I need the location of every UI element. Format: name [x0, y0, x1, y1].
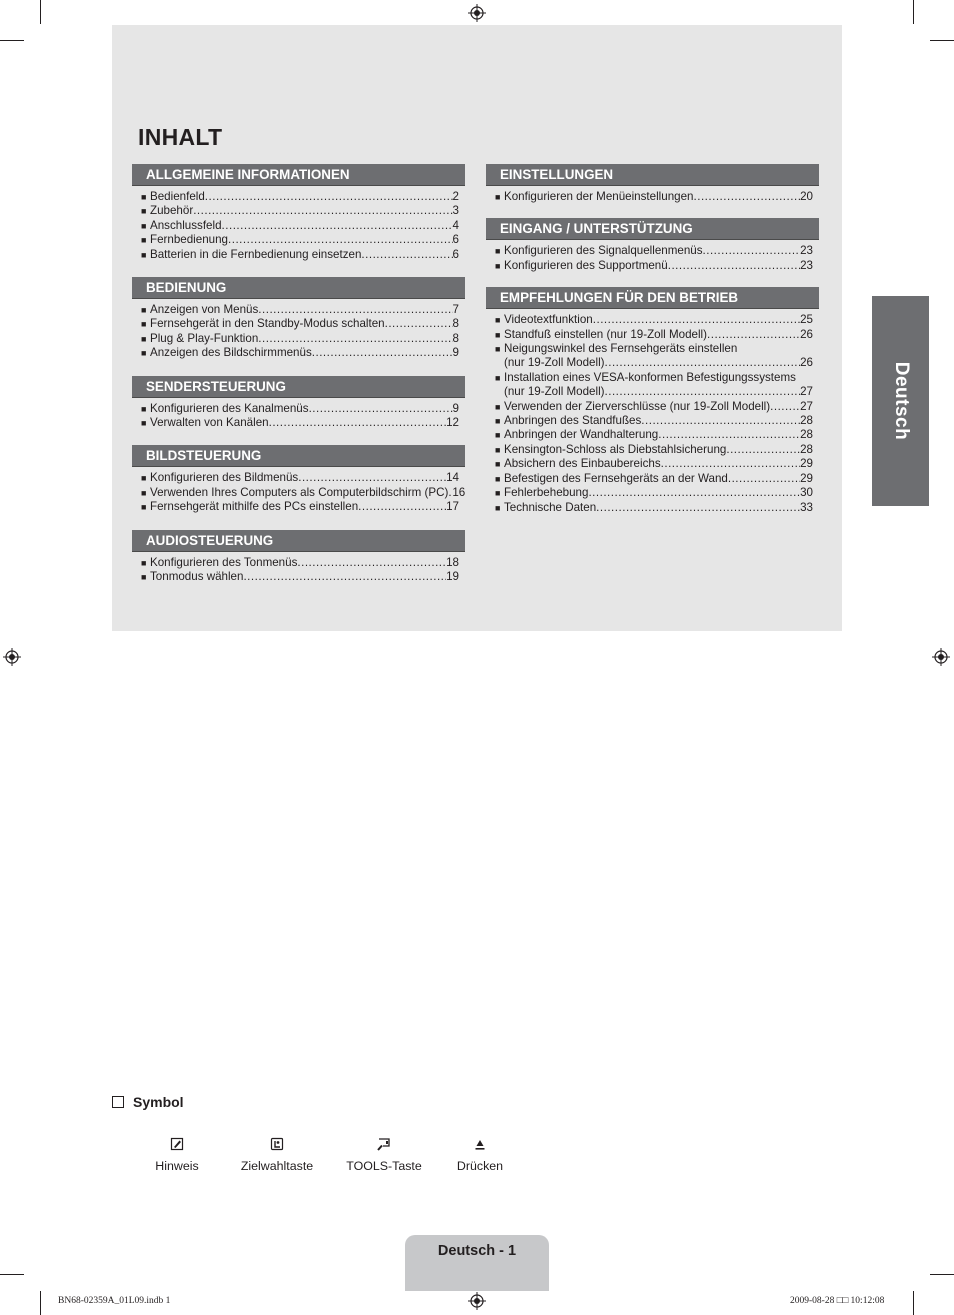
- toc-entry-page: 6: [452, 247, 459, 261]
- dot-leader: [588, 486, 800, 500]
- dot-leader: [258, 332, 452, 346]
- toc-entry-page: 2: [452, 190, 459, 203]
- square-bullet-icon: ■: [141, 333, 147, 344]
- toc-entry-page: 28: [800, 414, 813, 428]
- file-slug: BN68-02359A_01L09.indb 1: [58, 1296, 171, 1306]
- toc-entry-page: 29: [800, 471, 813, 485]
- toc-entry-title: Plug & Play-Funktion: [150, 331, 259, 345]
- symbol-tools: [342, 1134, 426, 1173]
- toc-entry-title: Konfigurieren des Supportmenü: [504, 258, 668, 272]
- dot-leader: [694, 190, 801, 204]
- crop-mark: [930, 1274, 954, 1275]
- crop-mark: [40, 0, 41, 24]
- toc-items: [486, 186, 819, 204]
- toc-entry-title: Verwalten von Kanälen: [150, 416, 269, 430]
- toc-entry-page: 7: [452, 303, 459, 317]
- toc-entry-page: 23: [800, 258, 813, 272]
- language-tab-label: Deutsch: [890, 361, 912, 441]
- toc-section: [486, 164, 819, 204]
- toc-entry[interactable]: [495, 400, 813, 414]
- toc-entry[interactable]: [495, 313, 813, 327]
- dot-leader: [269, 416, 446, 430]
- square-bullet-icon: ■: [141, 557, 147, 568]
- toc-entry-title: Verwenden Ihres Computers als Computerbildschirm (PC): [150, 485, 449, 499]
- toc-entry-title: Konfigurieren des Tonmenüs: [150, 555, 298, 569]
- toc-entry[interactable]: [495, 472, 813, 486]
- square-bullet-icon: ■: [141, 487, 147, 498]
- toc-entry-page: 6: [452, 233, 459, 247]
- square-bullet-icon: ■: [141, 319, 147, 330]
- toc-entry-page: 29: [800, 457, 813, 471]
- crop-mark: [913, 0, 914, 24]
- toc-section: [486, 287, 819, 515]
- toc-entry-page: 18: [446, 555, 459, 569]
- toc-entry[interactable]: [141, 556, 459, 570]
- dot-leader: [641, 414, 800, 428]
- dot-leader: [728, 472, 800, 486]
- toc-entry-title: Konfigurieren des Bildmenüs: [150, 471, 299, 485]
- toc-section: [486, 218, 819, 273]
- toc-items: [486, 309, 819, 515]
- toc-entry-title: Anzeigen des Bildschirmmenüs: [150, 346, 312, 360]
- dot-leader: [297, 556, 446, 570]
- language-tab: [872, 296, 929, 506]
- square-bullet-icon: ■: [141, 572, 147, 583]
- toc-entry-title: Befestigen des Fernsehgeräts an der Wand: [504, 471, 728, 485]
- toc-entry-title: Neigungswinkel des Fernsehgeräts einstellen: [504, 342, 738, 356]
- section-heading: ALLGEMEINE INFORMATIONEN: [132, 164, 465, 186]
- square-bullet-icon: ■: [495, 246, 501, 257]
- toc-entry-page: 19: [446, 570, 459, 584]
- toc-entry[interactable]: [495, 371, 813, 400]
- toc-entry-page: 30: [800, 486, 813, 500]
- square-bullet-icon: ■: [495, 473, 501, 484]
- square-bullet-icon: ■: [495, 344, 501, 355]
- toc-entry[interactable]: [495, 244, 813, 258]
- toc-entry-page: 16: [452, 485, 466, 499]
- toc-entry-title: Fernbedienung: [150, 233, 228, 247]
- toc-entry-page: 27: [800, 385, 813, 399]
- toc-entry-page: 17: [446, 500, 459, 514]
- toc-entry[interactable]: [141, 190, 459, 204]
- section-heading: EMPFEHLUNGEN FÜR DEN BETRIEB: [486, 287, 819, 309]
- crop-mark: [0, 40, 24, 41]
- toc-entry[interactable]: [141, 416, 459, 430]
- crop-mark: [40, 1291, 41, 1315]
- square-bullet-icon: ■: [141, 249, 147, 260]
- dot-leader: [605, 356, 801, 370]
- symbol-label: Drücken: [456, 1159, 504, 1173]
- dot-leader: [703, 244, 801, 258]
- dot-leader: [358, 500, 446, 514]
- toc-entry-title: Bedienfeld: [150, 190, 205, 203]
- toc-entry-title: Videotextfunktion: [504, 313, 593, 327]
- toc-entry-title: Anbringen des Standfußes: [504, 414, 642, 428]
- toc-entry[interactable]: [495, 501, 813, 515]
- toc-entry[interactable]: [495, 190, 813, 204]
- toc-entry-title: Anschlussfeld: [150, 218, 222, 232]
- toc-entry-page: 28: [800, 428, 813, 442]
- dot-leader: [222, 219, 453, 233]
- symbol-note: [146, 1134, 208, 1173]
- toc-entry-title: Fernsehgerät in den Standby-Modus schalten: [150, 317, 385, 331]
- toc-entry-title: Zubehör: [150, 204, 194, 218]
- square-bullet-icon: ■: [141, 192, 147, 202]
- square-bullet-icon: ■: [495, 416, 501, 427]
- toc-items: [132, 398, 465, 431]
- toc-entry-title: Standfuß einstellen (nur 19-Zoll Modell): [504, 327, 707, 341]
- toc-entry-page: 3: [452, 204, 459, 218]
- registration-mark-icon: [468, 4, 486, 22]
- dot-leader: [243, 570, 446, 584]
- dot-leader: [309, 402, 453, 416]
- square-bullet-icon: ■: [495, 315, 501, 326]
- date-slug: 2009-08-28 □□ 10:12:08: [790, 1296, 885, 1306]
- toc-entry-title: Anbringen der Wandhalterung: [504, 428, 659, 442]
- square-bullet-icon: ■: [495, 488, 501, 499]
- toc-entry-title: Kensington-Schloss als Diebstahlsicherung: [504, 442, 727, 456]
- toc-items: [132, 299, 465, 361]
- square-bullet-icon: ■: [141, 403, 147, 414]
- toc-entry-title: (nur 19-Zoll Modell): [504, 356, 605, 370]
- square-bullet-icon: ■: [495, 372, 501, 383]
- toc-entry-page: 4: [452, 218, 459, 232]
- toc-entry[interactable]: [495, 443, 813, 457]
- square-bullet-icon: ■: [141, 235, 147, 246]
- toc-entry-page: 26: [800, 356, 813, 370]
- dot-leader: [258, 303, 452, 317]
- page-number-tab: [405, 1235, 549, 1291]
- press-icon: [474, 1137, 486, 1151]
- toc-entry-title: Fehlerbehebung: [504, 486, 589, 500]
- square-bullet-icon: ■: [141, 348, 147, 359]
- square-bullet-icon: ■: [141, 305, 147, 316]
- toc-entry[interactable]: [141, 219, 459, 233]
- toc-items: [132, 186, 465, 262]
- toc-entry-page: 27: [800, 399, 813, 413]
- dot-leader: [605, 385, 801, 399]
- section-heading: EINGANG / UNTERSTÜTZUNG: [486, 218, 819, 240]
- square-bullet-icon: ■: [141, 502, 147, 513]
- symbol-one-touch: [236, 1134, 318, 1173]
- section-heading: BILDSTEUERUNG: [132, 445, 465, 467]
- toc-entry-page: 8: [452, 331, 459, 345]
- section-heading: BEDIENUNG: [132, 277, 465, 299]
- toc-entry-page: 23: [800, 244, 813, 258]
- toc-entry[interactable]: [495, 486, 813, 500]
- square-bullet-icon: ■: [141, 206, 147, 217]
- crop-mark: [0, 1274, 24, 1275]
- one-touch-icon: [270, 1137, 284, 1151]
- dot-leader: [361, 248, 452, 262]
- toc-section: [132, 445, 465, 514]
- toc-entry-title: Konfigurieren des Signalquellenmenüs: [504, 244, 703, 258]
- section-heading: SENDERSTEUERUNG: [132, 376, 465, 398]
- toc-entry-page: 9: [452, 346, 459, 360]
- dot-leader: [707, 328, 800, 342]
- toc-entry[interactable]: [141, 402, 459, 416]
- toc-entry[interactable]: [141, 570, 459, 584]
- square-bullet-icon: ■: [495, 260, 501, 271]
- toc-entry[interactable]: [141, 485, 466, 500]
- toc-entry[interactable]: [141, 317, 459, 331]
- toc-entry-title: Konfigurieren des Kanalmenüs: [150, 401, 309, 415]
- toc-items: [132, 467, 465, 514]
- dot-leader: [593, 313, 800, 327]
- dot-leader: [658, 428, 800, 442]
- toc-entry-title: Anzeigen von Menüs: [150, 303, 259, 317]
- toc-entry[interactable]: [141, 346, 459, 360]
- toc-entry-page: 28: [800, 442, 813, 456]
- toc-section: [132, 277, 465, 361]
- toc-entry[interactable]: [495, 328, 813, 342]
- square-bullet-icon: ■: [495, 459, 501, 470]
- toc-entry-page: 20: [800, 190, 813, 203]
- checkbox-square-icon: [112, 1096, 124, 1108]
- symbol-heading: [112, 1094, 184, 1110]
- toc-entry-page: 14: [446, 471, 459, 485]
- square-bullet-icon: ■: [495, 430, 501, 441]
- dot-leader: [205, 190, 453, 204]
- dot-leader: [668, 259, 800, 273]
- dot-leader: [298, 471, 446, 485]
- toc-entry-title: Installation eines VESA-konformen Befestigungssystems: [504, 370, 796, 384]
- toc-entry-title: Verwenden der Zierverschlüsse (nur 19-Zoll Modell): [504, 399, 771, 413]
- toc-entry-page: 9: [452, 401, 459, 415]
- dot-leader: [385, 317, 453, 331]
- symbol-press: [452, 1134, 508, 1173]
- symbol-label: Hinweis: [155, 1159, 199, 1173]
- square-bullet-icon: ■: [495, 444, 501, 455]
- square-bullet-icon: ■: [141, 473, 147, 484]
- square-bullet-icon: ■: [141, 220, 147, 231]
- dot-leader: [661, 457, 800, 471]
- page-title: INHALT: [138, 124, 223, 150]
- crop-mark: [930, 40, 954, 41]
- toc-entry-page: 25: [800, 313, 813, 327]
- symbol-label: TOOLS-Taste: [346, 1159, 422, 1173]
- toc-section: [132, 376, 465, 431]
- dot-leader: [596, 501, 800, 515]
- toc-entry-title: Technische Daten: [504, 500, 597, 514]
- toc-entry[interactable]: [495, 342, 813, 371]
- toc-entry[interactable]: [141, 248, 459, 262]
- toc-entry[interactable]: [141, 303, 459, 317]
- note-icon: [170, 1137, 184, 1151]
- square-bullet-icon: ■: [495, 502, 501, 513]
- section-heading: EINSTELLUNGEN: [486, 164, 819, 186]
- toc-entry-title: Fernsehgerät mithilfe des PCs einstellen: [150, 500, 359, 514]
- toc-entry[interactable]: [141, 204, 459, 218]
- square-bullet-icon: ■: [495, 329, 501, 340]
- toc-entry-title: (nur 19-Zoll Modell): [504, 385, 605, 399]
- dot-leader: [228, 233, 453, 247]
- symbol-label: Zielwahltaste: [240, 1159, 314, 1173]
- toc-entry[interactable]: [495, 457, 813, 471]
- square-bullet-icon: ■: [495, 401, 501, 412]
- toc-entry[interactable]: [141, 471, 459, 485]
- toc-entry-title: Absichern des Einbaubereichs: [504, 457, 661, 471]
- toc-entry[interactable]: [495, 259, 813, 273]
- toc-items: [486, 240, 819, 273]
- tools-icon: [376, 1137, 392, 1151]
- dot-leader: [312, 346, 453, 360]
- toc-entry-page: 8: [452, 317, 459, 331]
- toc-items: [132, 552, 465, 585]
- crop-mark: [913, 1291, 914, 1315]
- square-bullet-icon: ■: [141, 418, 147, 429]
- toc-entry-title: Batterien in die Fernbedienung einsetzen: [150, 247, 362, 261]
- dot-leader: [726, 443, 800, 457]
- toc-entry[interactable]: [495, 414, 813, 428]
- section-heading: AUDIOSTEUERUNG: [132, 530, 465, 552]
- toc-section: [132, 164, 465, 262]
- toc-entry[interactable]: [141, 233, 459, 247]
- toc-right-column: [486, 164, 819, 515]
- dot-leader: [193, 204, 452, 218]
- toc-entry[interactable]: [141, 500, 459, 514]
- toc-section: [132, 530, 465, 585]
- toc-entry-title: Tonmodus wählen: [150, 570, 244, 584]
- toc-entry-page: 26: [800, 327, 813, 341]
- dot-leader: [770, 400, 800, 414]
- toc-entry[interactable]: [141, 332, 459, 346]
- toc-entry-page: 12: [446, 416, 459, 430]
- page-number: Deutsch - 1: [437, 1243, 517, 1259]
- registration-mark-icon: [932, 648, 950, 666]
- registration-mark-icon: [3, 648, 21, 666]
- registration-mark-icon: [468, 1292, 486, 1310]
- symbol-heading-label: Symbol: [133, 1094, 184, 1110]
- toc-entry[interactable]: [495, 428, 813, 442]
- toc-entry-page: 33: [800, 500, 813, 514]
- toc-entry-title: Konfigurieren der Menüeinstellungen: [504, 190, 694, 203]
- toc-left-column: [132, 164, 465, 585]
- square-bullet-icon: ■: [495, 192, 501, 202]
